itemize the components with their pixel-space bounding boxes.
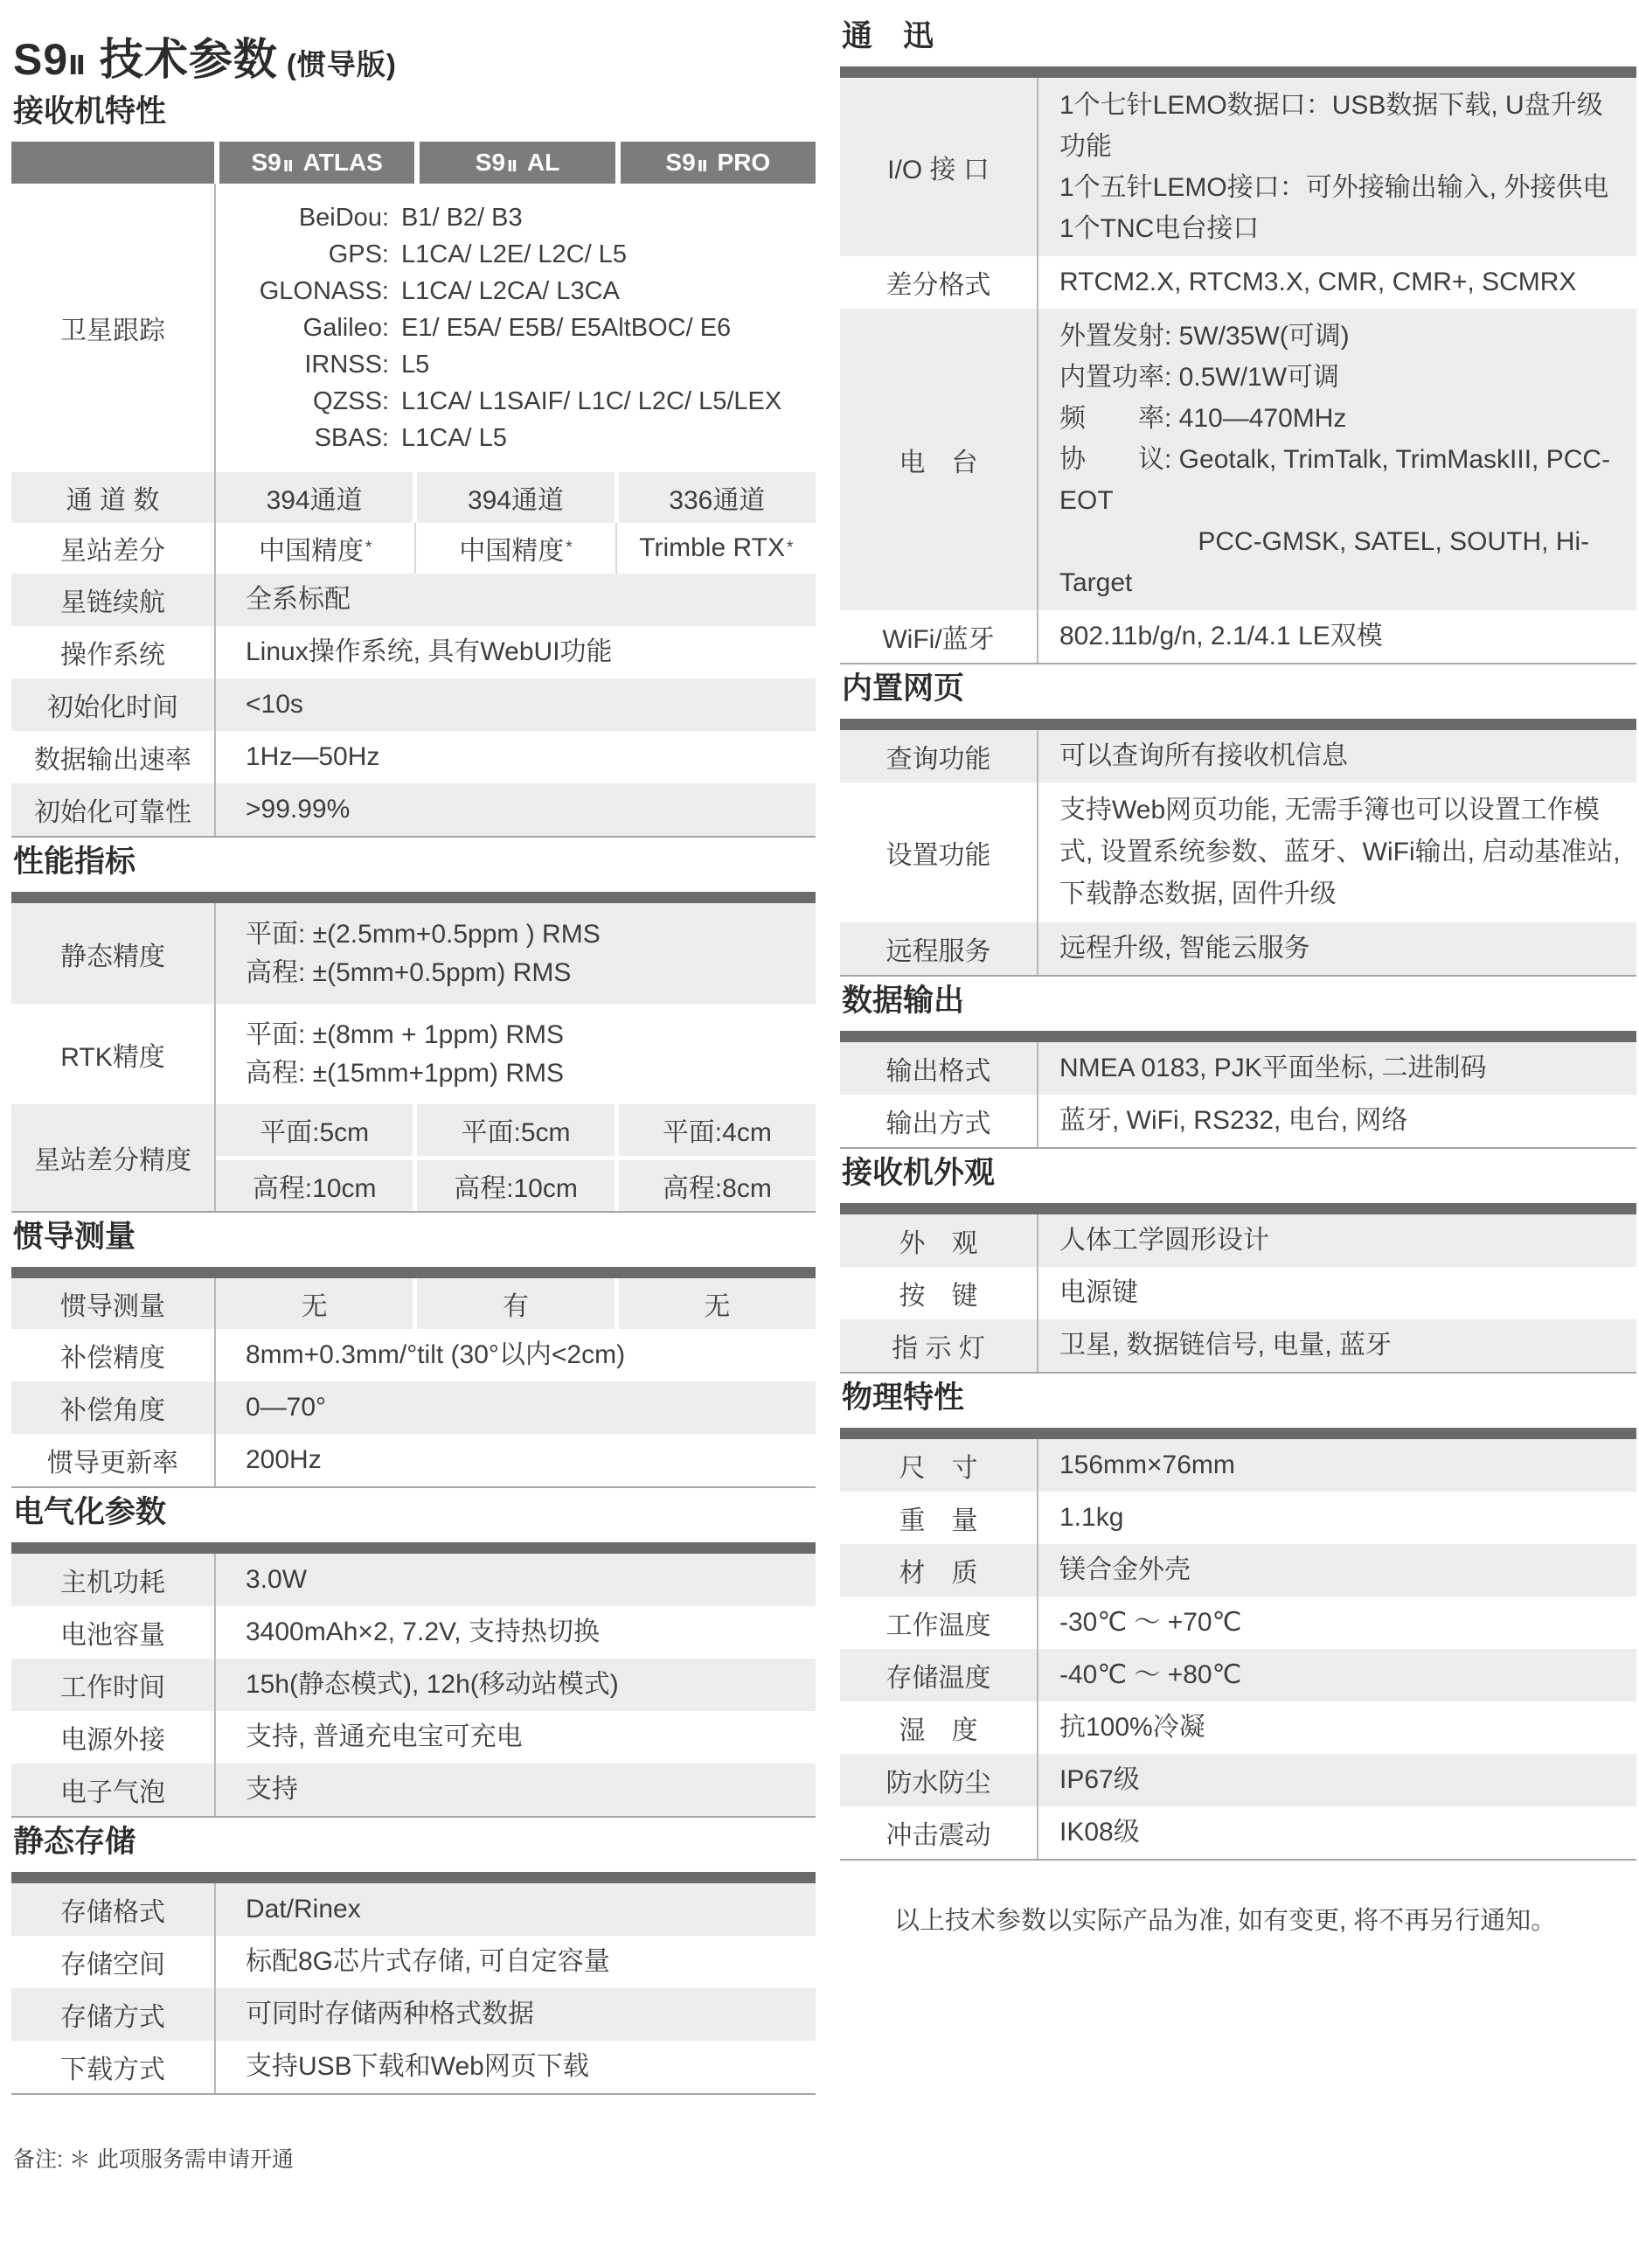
row-label: 卫星跟踪 bbox=[60, 317, 165, 345]
title-note: (惯导版) bbox=[286, 48, 397, 80]
receiver-table bbox=[11, 142, 816, 838]
row-label: 湿 度 bbox=[899, 1716, 978, 1745]
row-label: 电源外接 bbox=[60, 1726, 165, 1755]
performance-table bbox=[11, 892, 816, 1213]
value-line: 协 议: Geotalk, TrimTalk, TrimMaskIII, PCC-EOT bbox=[1059, 445, 1611, 515]
row-label: 外 观 bbox=[899, 1229, 978, 1258]
row-label: 电池容量 bbox=[60, 1621, 165, 1650]
row-value: 远程升级, 智能云服务 bbox=[1037, 922, 1636, 975]
asterisk-superscript: * bbox=[566, 539, 573, 557]
row-indicators bbox=[840, 1319, 1636, 1372]
section-heading-electrical: 电气化参数 bbox=[13, 1495, 167, 1529]
row-value: 全系标配 bbox=[214, 574, 816, 626]
constellation-name: IRNSS: bbox=[304, 351, 389, 379]
row-label: 设置功能 bbox=[885, 841, 991, 870]
row-value: 1.1kg bbox=[1037, 1492, 1636, 1544]
row-value: 支持Web网页功能, 无需手簿也可以设置工作模式, 设置系统参数、蓝牙、WiFi输出, 启动基准站, 下载静态数据, 固件升级 bbox=[1037, 783, 1636, 922]
section-bar bbox=[840, 1031, 1636, 1042]
value-pro: 平面:4cm bbox=[619, 1104, 816, 1156]
row-label: 电子气泡 bbox=[60, 1778, 165, 1807]
row-label: RTK精度 bbox=[60, 1042, 165, 1072]
row-storage-space bbox=[11, 1936, 816, 1988]
value-line: 1个TNC电台接口 bbox=[1059, 214, 1260, 243]
value-al: 高程:10cm bbox=[417, 1160, 614, 1212]
satellite-line bbox=[216, 420, 807, 456]
row-appearance bbox=[840, 1214, 1636, 1267]
model-header-al bbox=[420, 142, 615, 184]
value-atlas: 高程:10cm bbox=[216, 1160, 413, 1212]
satellite-line bbox=[216, 383, 807, 420]
section-bar bbox=[840, 1203, 1636, 1214]
model-name: AL bbox=[526, 149, 560, 176]
section-bar bbox=[11, 1542, 816, 1554]
row-material bbox=[840, 1544, 1636, 1597]
satellite-lines bbox=[214, 184, 816, 472]
section-heading-comm: 通 迅 bbox=[842, 19, 934, 53]
row-shock bbox=[840, 1806, 1636, 1859]
section-heading-physical: 物理特性 bbox=[842, 1381, 965, 1415]
row-label: 输出格式 bbox=[885, 1057, 991, 1086]
section-heading-performance: 性能指标 bbox=[13, 845, 136, 879]
row-work-time bbox=[11, 1659, 816, 1711]
value-line: 1个五针LEMO接口：可外接输出输入, 外接供电 bbox=[1059, 173, 1609, 202]
row-label: 远程服务 bbox=[885, 937, 991, 966]
row-init-reliability bbox=[11, 783, 816, 836]
row-value: -40℃ ～ +80℃ bbox=[1037, 1649, 1636, 1701]
value-line: 内置功率: 0.5W/1W可调 bbox=[1059, 363, 1340, 392]
row-value: Dat/Rinex bbox=[214, 1883, 816, 1936]
constellation-name: SBAS: bbox=[314, 424, 389, 452]
row-label: 重 量 bbox=[899, 1506, 978, 1535]
row-diff-format bbox=[840, 256, 1636, 309]
title-model: S9 bbox=[13, 35, 69, 84]
model-header-empty-cell bbox=[11, 142, 214, 184]
constellation-name: BeiDou: bbox=[298, 204, 389, 232]
row-io-ports bbox=[840, 78, 1636, 256]
title-rest: 技术参数 bbox=[86, 35, 278, 84]
value-text: 中国精度 bbox=[258, 537, 364, 566]
row-label: 输出方式 bbox=[885, 1110, 991, 1138]
right-column bbox=[840, 0, 1636, 2174]
row-value: 1Hz—50Hz bbox=[214, 731, 816, 783]
constellation-name: Galileo: bbox=[302, 314, 389, 342]
row-label: 下载方式 bbox=[60, 2056, 165, 2084]
row-value: 人体工学圆形设计 bbox=[1037, 1214, 1636, 1267]
row-label: 补偿精度 bbox=[60, 1344, 165, 1373]
row-init-time bbox=[11, 678, 816, 731]
model-numeral: Ⅱ bbox=[507, 157, 517, 175]
row-remote-service bbox=[840, 922, 1636, 975]
section-bar bbox=[840, 719, 1636, 730]
physical-table bbox=[840, 1428, 1636, 1861]
row-label: 星站差分 bbox=[60, 537, 165, 566]
left-column bbox=[11, 0, 816, 2174]
constellation-name: GLONASS: bbox=[259, 277, 389, 305]
row-label: 防水防尘 bbox=[885, 1769, 991, 1798]
constellation-signals: E1/ E5A/ E5B/ E5AltBOC/ E6 bbox=[401, 314, 732, 342]
row-label: 通 道 数 bbox=[11, 472, 214, 523]
row-ins-rate bbox=[11, 1434, 816, 1486]
row-value bbox=[214, 1004, 816, 1104]
row-storage-mode bbox=[11, 1988, 816, 2041]
row-query-function bbox=[840, 730, 1636, 783]
section-heading-appearance: 接收机外观 bbox=[842, 1156, 996, 1190]
row-value: -30℃ ～ +70℃ bbox=[1037, 1597, 1636, 1649]
row-label: 补偿角度 bbox=[60, 1396, 165, 1425]
value-line: 高程: ±(5mm+0.5ppm) RMS bbox=[246, 957, 572, 987]
row-value: 可同时存储两种格式数据 bbox=[214, 1988, 816, 2041]
row-value: 8mm+0.3mm/°tilt (30°以内<2cm) bbox=[214, 1329, 816, 1381]
row-label: 星站差分精度 bbox=[11, 1104, 214, 1211]
value-line: 平面: ±(8mm + 1ppm) RMS bbox=[246, 1019, 565, 1049]
row-value: 卫星, 数据链信号, 电量, 蓝牙 bbox=[1037, 1319, 1636, 1372]
value-line: PCC-GMSK, SATEL, SOUTH, Hi-Target bbox=[1059, 527, 1590, 597]
row-value: NMEA 0183, PJK平面坐标, 二进制码 bbox=[1037, 1042, 1636, 1095]
appearance-table bbox=[840, 1203, 1636, 1374]
row-op-temp bbox=[840, 1597, 1636, 1649]
value-line: 平面: ±(2.5mm+0.5ppm ) RMS bbox=[246, 919, 601, 949]
row-values bbox=[214, 1104, 816, 1211]
value-atlas: 无 bbox=[216, 1278, 413, 1329]
row-label: 材 质 bbox=[899, 1559, 978, 1588]
value-line: 频 率: 410—470MHz bbox=[1059, 404, 1347, 433]
value-atlas: 平面:5cm bbox=[216, 1104, 413, 1156]
row-value: 可以查询所有接收机信息 bbox=[1037, 730, 1636, 783]
row-value: 15h(静态模式), 12h(移动站模式) bbox=[214, 1659, 816, 1711]
value-atlas: 394通道 bbox=[216, 472, 413, 523]
constellation-signals: B1/ B2/ B3 bbox=[401, 204, 523, 232]
row-label: WiFi/蓝牙 bbox=[882, 625, 995, 654]
satellite-line bbox=[216, 273, 807, 310]
row-value: Linux操作系统, 具有WebUI功能 bbox=[214, 626, 816, 678]
row-label: 静态精度 bbox=[60, 942, 165, 971]
row-value: 156mm×76mm bbox=[1037, 1439, 1636, 1492]
row-label: 存储方式 bbox=[60, 2003, 165, 2032]
row-value: IP67级 bbox=[1037, 1754, 1636, 1806]
value-al: 394通道 bbox=[417, 472, 614, 523]
row-weight bbox=[840, 1492, 1636, 1544]
row-value: 蓝牙, WiFi, RS232, 电台, 网络 bbox=[1037, 1095, 1636, 1147]
model-prefix: S9 bbox=[251, 149, 281, 176]
section-heading-storage: 静态存储 bbox=[13, 1825, 136, 1859]
constellation-signals: L1CA/ L1SAIF/ L1C/ L2C/ L5/LEX bbox=[401, 387, 782, 415]
section-heading-ins: 惯导测量 bbox=[13, 1220, 136, 1254]
row-value: >99.99% bbox=[214, 783, 816, 836]
row-value: 支持, 普通充电宝可充电 bbox=[214, 1711, 816, 1764]
row-storage-temp bbox=[840, 1649, 1636, 1701]
row-output-format bbox=[840, 1042, 1636, 1095]
satellite-line bbox=[216, 199, 807, 236]
row-value: 电源键 bbox=[1037, 1267, 1636, 1319]
row-value: 镁合金外壳 bbox=[1037, 1544, 1636, 1597]
row-value: 支持USB下载和Web网页下载 bbox=[214, 2041, 816, 2093]
asterisk-superscript: * bbox=[786, 539, 794, 557]
row-humidity bbox=[840, 1701, 1636, 1754]
row-value: 200Hz bbox=[214, 1434, 816, 1486]
row-battery bbox=[11, 1606, 816, 1659]
value-line: 1个七针LEMO数据口：USB数据下载, U盘升级功能 bbox=[1059, 91, 1603, 161]
value-text: 中国精度 bbox=[459, 537, 565, 566]
row-label: 冲击震动 bbox=[885, 1821, 991, 1850]
value-pro bbox=[615, 523, 816, 574]
value-al: 有 bbox=[417, 1278, 614, 1329]
row-label: 操作系统 bbox=[60, 641, 165, 670]
row-label: 工作温度 bbox=[885, 1611, 991, 1640]
model-name: PRO bbox=[717, 149, 771, 176]
value-line: 外置发射: 5W/35W(可调) bbox=[1059, 322, 1350, 351]
row-starlink bbox=[11, 574, 816, 626]
model-prefix: S9 bbox=[475, 149, 506, 176]
row-label: 惯导更新率 bbox=[47, 1449, 178, 1478]
constellation-name: QZSS: bbox=[312, 387, 389, 415]
row-storage-format bbox=[11, 1883, 816, 1936]
title-numeral: Ⅱ bbox=[68, 52, 87, 80]
row-value: 标配8G芯片式存储, 可自定容量 bbox=[214, 1936, 816, 1988]
model-name: ATLAS bbox=[302, 149, 383, 176]
row-value: <10s bbox=[214, 678, 816, 731]
row-label: 初始化可靠性 bbox=[34, 798, 191, 827]
constellation-signals: L1CA/ L5 bbox=[401, 424, 507, 452]
row-output-mode bbox=[840, 1095, 1636, 1147]
row-waterproof bbox=[840, 1754, 1636, 1806]
satellite-line bbox=[216, 310, 807, 346]
row-setting-function bbox=[840, 783, 1636, 922]
storage-table bbox=[11, 1872, 816, 2095]
row-values bbox=[214, 1278, 816, 1329]
page-title bbox=[13, 24, 816, 87]
row-label: 尺 寸 bbox=[899, 1454, 978, 1483]
row-value: IK08级 bbox=[1037, 1806, 1636, 1859]
section-bar bbox=[840, 1428, 1636, 1439]
model-prefix: S9 bbox=[665, 149, 696, 176]
footnote: 备注: ＊ 此项服务需申请开通 bbox=[13, 2147, 294, 2172]
value-al bbox=[414, 523, 615, 574]
row-data-rate bbox=[11, 731, 816, 783]
row-static-accuracy bbox=[11, 903, 816, 1004]
row-download-mode bbox=[11, 2041, 816, 2093]
row-label: 数据输出速率 bbox=[34, 746, 191, 775]
model-numeral: Ⅱ bbox=[697, 157, 708, 175]
row-radio bbox=[840, 309, 1636, 610]
row-channels bbox=[11, 472, 816, 523]
row-value: 抗100%冷凝 bbox=[1037, 1701, 1636, 1754]
section-bar bbox=[11, 892, 816, 903]
model-header-row bbox=[11, 142, 816, 184]
row-label: 工作时间 bbox=[60, 1673, 165, 1702]
value-al: 平面:5cm bbox=[417, 1104, 614, 1156]
row-label: 惯导测量 bbox=[11, 1278, 214, 1329]
constellation-signals: L1CA/ L2E/ L2C/ L5 bbox=[401, 240, 627, 268]
row-label: 存储空间 bbox=[60, 1951, 165, 1979]
asterisk-superscript: * bbox=[365, 539, 372, 557]
row-value: 3.0W bbox=[214, 1554, 816, 1606]
row-label: 主机功耗 bbox=[60, 1569, 165, 1597]
row-value bbox=[1037, 78, 1636, 256]
row-label: I/O 接 口 bbox=[887, 156, 990, 184]
dataout-table bbox=[840, 1031, 1636, 1149]
row-sbas-accuracy bbox=[11, 1104, 816, 1211]
row-wifi-bt bbox=[840, 610, 1636, 663]
row-label: 存储温度 bbox=[885, 1664, 991, 1693]
constellation-signals: L5 bbox=[401, 351, 430, 379]
electrical-table bbox=[11, 1542, 816, 1818]
value-pro: 336通道 bbox=[619, 472, 816, 523]
value-pro: 无 bbox=[619, 1278, 816, 1329]
model-numeral: Ⅱ bbox=[282, 157, 294, 175]
plane-subrow bbox=[216, 1104, 816, 1156]
row-ins-presence bbox=[11, 1278, 816, 1329]
row-power-consumption bbox=[11, 1554, 816, 1606]
row-value: 支持 bbox=[214, 1764, 816, 1816]
row-label: 星链续航 bbox=[60, 588, 165, 617]
satellite-line bbox=[216, 346, 807, 383]
elevation-subrow bbox=[216, 1160, 816, 1212]
row-sbas-diff bbox=[11, 523, 816, 574]
row-values bbox=[214, 523, 816, 574]
section-heading-webui: 内置网页 bbox=[842, 671, 965, 706]
webui-table bbox=[840, 719, 1636, 977]
row-os bbox=[11, 626, 816, 678]
section-bar bbox=[11, 1872, 816, 1883]
row-tilt-accuracy bbox=[11, 1329, 816, 1381]
row-label: 按 键 bbox=[899, 1282, 978, 1311]
value-pro: 高程:8cm bbox=[619, 1160, 816, 1212]
value-atlas bbox=[216, 523, 414, 574]
value-text: Trimble RTX bbox=[639, 533, 785, 562]
section-bar bbox=[840, 66, 1636, 78]
satellite-line bbox=[216, 236, 807, 273]
row-label: 查询功能 bbox=[885, 745, 991, 774]
constellation-name: GPS: bbox=[328, 240, 389, 268]
row-label: 差分格式 bbox=[885, 271, 991, 300]
constellation-signals: L1CA/ L2CA/ L3CA bbox=[401, 277, 620, 305]
row-value: 3400mAh×2, 7.2V, 支持热切换 bbox=[214, 1606, 816, 1659]
model-header-atlas bbox=[219, 142, 414, 184]
row-label: 初始化时间 bbox=[47, 693, 178, 722]
row-label: 电 台 bbox=[899, 448, 978, 477]
row-dimensions bbox=[840, 1439, 1636, 1492]
row-value: 802.11b/g/n, 2.1/4.1 LE双模 bbox=[1037, 610, 1636, 663]
row-label: 指 示 灯 bbox=[892, 1334, 985, 1363]
row-value bbox=[214, 903, 816, 1004]
row-values bbox=[214, 472, 816, 523]
comm-table bbox=[840, 66, 1636, 664]
row-external-power bbox=[11, 1711, 816, 1764]
section-bar bbox=[11, 1267, 816, 1278]
row-buttons bbox=[840, 1267, 1636, 1319]
section-heading-dataout: 数据输出 bbox=[842, 984, 965, 1018]
disclaimer: 以上技术参数以实际产品为准, 如有变更, 将不再另行通知。 bbox=[894, 1907, 1557, 1935]
row-value: 0—70° bbox=[214, 1381, 816, 1434]
row-ebubble bbox=[11, 1764, 816, 1816]
model-header-pro bbox=[621, 142, 816, 184]
row-value: RTCM2.X, RTCM3.X, CMR, CMR+, SCMRX bbox=[1037, 256, 1636, 309]
ins-table bbox=[11, 1267, 816, 1488]
row-tilt-angle bbox=[11, 1381, 816, 1434]
row-label: 存储格式 bbox=[60, 1898, 165, 1927]
row-satellite-tracking bbox=[11, 184, 816, 472]
section-heading-receiver: 接收机特性 bbox=[13, 94, 167, 129]
value-line: 高程: ±(15mm+1ppm) RMS bbox=[246, 1058, 565, 1088]
row-value bbox=[1037, 309, 1636, 610]
row-rtk-accuracy bbox=[11, 1004, 816, 1104]
